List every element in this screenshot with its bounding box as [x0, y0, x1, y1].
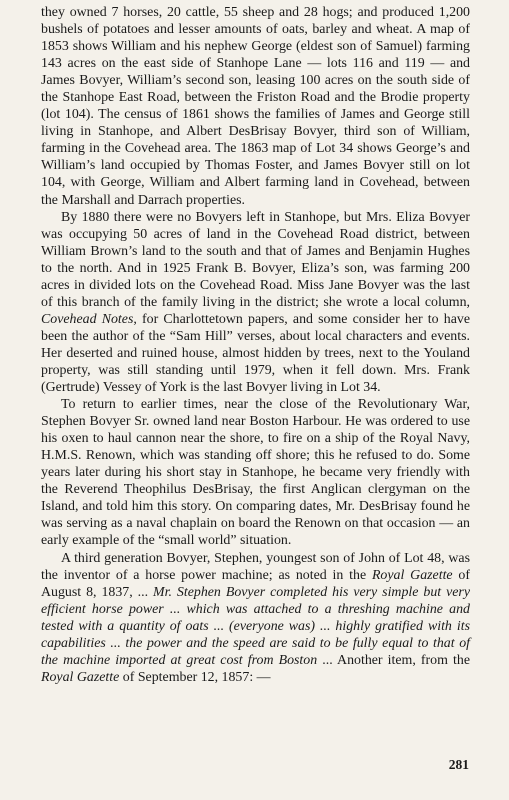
text-segment: By 1880 there were no Bovyers left in Stanhope, but Mrs. Eliza Bovyer was occupying 50 acres of land in the Covehead Road district, between William Brown’s land to the south and that of James and Benjamin Hughes to the north. And in 1925 Frank B. Bovyer, Eliza’s son, was farming 200 acres in divided lots on the Covehead Road. Miss Jane Bovyer was the last of this branch of the family living in the district; she wrote a local column, [41, 209, 470, 310]
text-segment: To return to earlier times, near the close of the Revolutionary War, Stephen Bovyer Sr. owned land near Boston Harbour. He was ordered to use his oxen to haul cannon near the shore, to fire on a ship of the Royal Navy, H.M.S. Renown, which was standing off shore; this he refused to do. Some years later during his short stay in Stanhope, he became very friendly with the Reverend Theophilus DesBrisay, the first Anglican clergyman on the Island, and told him this story. On comparing dates, Mr. DesBrisay found he was serving as a naval chaplain on board the Renown on that occasion — an early example of the “small world” situation. [41, 397, 470, 549]
text-segment: of September 12, 1857: — [119, 669, 271, 685]
italic-text: Covehead Notes [41, 311, 134, 327]
paragraph [41, 209, 470, 397]
italic-text: Royal Gazette [41, 669, 120, 685]
text-segment: , for Charlottetown papers, and some consider her to have been the author of the “Sam Hill” verses, about local characters and events. Her deserted and ruined house, almost hidden by trees, next to the Youland property, was still standing until 1979, when it fell down. Mrs. Frank (Gertrude) Vessey of York is the last Bovyer living in Lot 34. [41, 311, 470, 396]
paragraph [41, 4, 470, 209]
paragraph [41, 550, 470, 686]
body-text [41, 4, 470, 686]
text-segment: ... Another item, from the [317, 652, 470, 668]
text-segment: of August 8, 1837, ... [41, 567, 470, 600]
italic-text: Royal Gazette [371, 567, 453, 583]
text-segment: A third generation Bovyer, Stephen, youngest son of John of Lot 48, was the inventor of a horse power machine; as noted in the [41, 550, 470, 583]
text-segment: they owned 7 horses, 20 cattle, 55 sheep and 28 hogs; and produced 1,200 bushels of potatoes and lesser amounts of oats, barley and wheat. A map of 1853 shows William and his nephew George (eldest son of Samuel) farming 143 acres on the east side of Stanhope Lane — lots 116 and 119 — and James Bovyer, William’s second son, leasing 100 acres on the south side of the Stanhope East Road, between the Friston Road and the Brodie property (lot 104). The census of 1861 shows the families of James and George still living in Stanhope, and Albert DesBrisay Bovyer, third son of William, farming in the Covehead area. The 1863 map of Lot 34 shows George’s and William’s land occupied by Thomas Foster, and James Bovyer still on lot 104, with George, William and Albert farming land in Covehead, between the Marshall and Darrach properties. [41, 5, 470, 208]
italic-text: Mr. Stephen Bovyer completed his very simple but very efficient horse power ... which was attached to a threshing machine and tested with a quantity of oats ... (everyone was) ... highly gratified with its capabilities ... the power and the speed are said to be fully equal to that of the machine imported at great cost from Boston [41, 584, 470, 668]
page-number: 281 [448, 757, 469, 772]
paragraph [41, 396, 470, 549]
